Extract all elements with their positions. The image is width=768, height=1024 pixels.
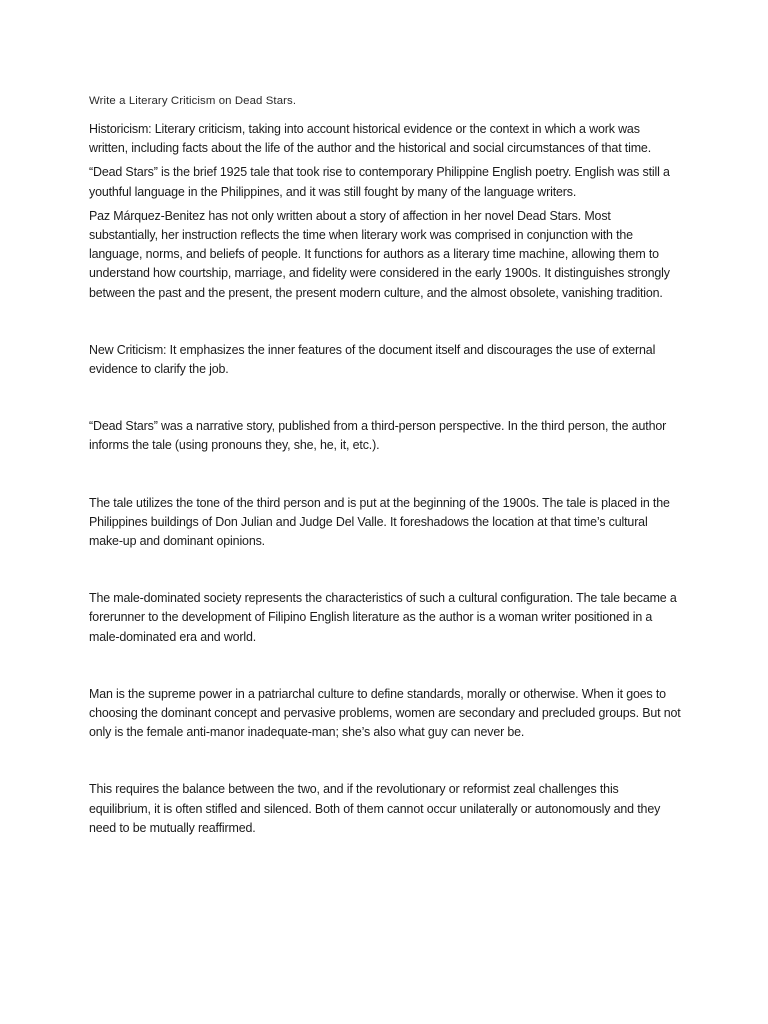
document-body: [89, 94, 681, 838]
paragraph-patriarchal-culture: Man is the supreme power in a patriarchal culture to define standards, morally or otherwise. When it goes to choosing the dominant concept and pervasive problems, women are secondary and precluded groups. But not only is the female anti-manor inadequate-man; she’s also what guy can never be.: [89, 686, 681, 740]
paragraph-dead-stars-context: “Dead Stars” is the brief 1925 tale that took rise to contemporary Philippine English poetry. English was still a youthful language in the Philippines, and it was still fought by many of the language writers.: [89, 165, 670, 199]
paragraph-male-dominated-society: The male-dominated society represents the characteristics of such a cultural configuration. The tale became a forerunner to the development of Filipino English literature as the author is a woman writer positioned in a male-dominated era and world.: [89, 591, 677, 644]
paragraph-new-criticism-definition: New Criticism: It emphasizes the inner features of the document itself and discourages the use of external evidence to clarify the job.: [89, 342, 656, 377]
paragraph-balance: This requires the balance between the two, and if the revolutionary or reformist zeal challenges this equilibrium, it is often stifled and silenced. Both of them cannot occur unilaterally or autonomously and they need to be mutually reaffirmed.: [89, 782, 661, 835]
paragraph-setting: The tale utilizes the tone of the third person and is put at the beginning of the 1900s. The tale is placed in the Philippines buildings of Don Julian and Judge Del Valle. It foreshadows the location at that time’s cultural make-up and dominant opinions.: [89, 495, 670, 549]
document-heading: Write a Literary Criticism on Dead Stars.: [89, 95, 297, 107]
paragraph-narrative-perspective: “Dead Stars” was a narrative story, published from a third-person perspective. In the third person, the author informs the tale (using pronouns they, she, he, it, etc.).: [89, 419, 667, 453]
paragraph-author-background: Paz Márquez-Benitez has not only written about a story of affection in her novel Dead Stars. Most substantially, her instruction reflects the time when literary work was comprised in conjunction with the language, norms, and beliefs of people. It functions for authors as a literary time machine, allowing them to understand how courtship, marriage, and fidelity were considered in the early 1900s. It distinguishes strongly between the past and the present, the present modern culture, and the almost obsolete, vanishing tradition.: [89, 208, 670, 300]
paragraph-historicism-definition: Historicism: Literary criticism, taking into account historical evidence or the context in which a work was written, including facts about the life of the author and the historical and social circumstances of that time.: [89, 122, 652, 156]
